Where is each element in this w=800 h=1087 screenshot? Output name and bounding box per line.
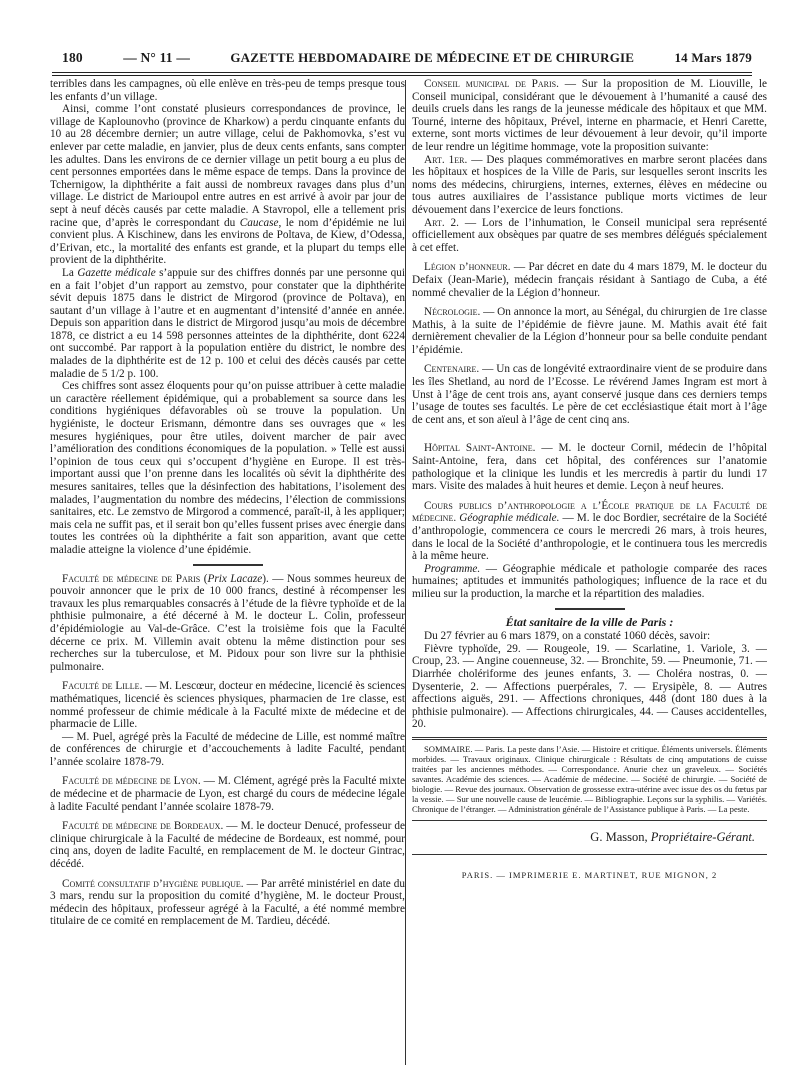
etat-sanitaire-heading: État sanitaire de la ville de Paris : (505, 614, 674, 629)
diphtheria-text: Ainsi, comme l’ont constaté plusieurs correspondances de province, le village de Kaplounovho (province de Kharkow) a perdu cinquante enfants du 10 au 28 décembre dernier; un autre village, celui de Pakhomovka, s’est vu enlever par cette maladie, en janvier, plus de deux cents enfants, sans compter les adultes. Dans les environs de ce dernier village un petit bourg a eu plus de cent personnes emportées dans le même espace de temps. Dans la province de Tchernigow, la diphthérite a fait aussi de nombreux ravages dans plus d’un village. Le district de Marioupol entre autres en est arrivé à avoir par jour de sept à neuf décès causés par cette maladie. A Stavropol, elle a tellement pris racine que, d’après le correspondant du (50, 103, 405, 229)
section-separator (555, 608, 625, 610)
section-separator (193, 564, 263, 566)
header-rule-secondary (52, 75, 752, 76)
programme-text: — Géographie médicale et pathologie comparée des races humaines; aptitudes et immunités pathologiques; influence de la race et du milieu sur la production, la marche et la répartition des maladies. (412, 562, 767, 600)
item-label: Faculté de médecine de Paris (62, 572, 201, 585)
prize-paren-close: ). (262, 572, 269, 585)
issue-number: — N° 11 — (123, 50, 191, 65)
printer-rule (412, 854, 767, 855)
journal-name: Gazette médicale (77, 266, 156, 279)
page-number: 180 (62, 50, 83, 65)
item-text: — M. le docteur Denucé, professeur de clinique chirurgicale à la Faculté de médecine de Bordeaux, est nommé, pour cinq ans, doyen de ladite Faculté, en remplacement de M. le docteur Gintrac, décédé. (50, 820, 405, 871)
gerant-role: Propriétaire-Gérant. (650, 829, 755, 844)
item-label: Centenaire. (424, 363, 480, 376)
item-text: — Par décret en date du 4 mars 1879, M. le docteur du Defaix (Jean-Marie), médecin français résidant à Santiago de Cuba, a été nommé chevalier de la Légion d’honneur. (412, 261, 767, 299)
item-label: Cours publics d’anthropologie a l’École pratique de la Faculté de médecine. (412, 499, 767, 525)
centenaire-item (412, 363, 767, 426)
item-label: Nécrologie. (424, 306, 481, 319)
item-label: Faculté de médecine de Lyon. (62, 775, 201, 788)
printer-imprint: PARIS. — IMPRIMERIE E. MARTINET, RUE MIGNON, 2 (461, 869, 718, 880)
diphtheria-text-end: s’appuie sur des chiffres donnés par une personne qui en a fait l’objet d’un rapport au zemstvo, pour constater que la diphthérite sévit depuis 1875 dans le district de Mirgorod (province de Poltava), en sautant d’un village à l’autre et en augmentant d’intensité d’année en année. Depuis son apparition dans le district de Mirgorod jusqu’au mois de décembre 1878, ce district a eu 14 598 personnes atteintes de la diphthérite, dont 6224 ont succombé. Par rapport à la population entière du district, le nombre des malades de la diphthérite est de 12 p. 100 et celui des décès causés par cette maladie de 5 1/2 p. 100. (50, 266, 405, 380)
sommaire (412, 744, 767, 814)
etat-sanitaire-list: Fièvre typhoïde, 29. — Rougeole, 19. — Scarlatine, 1. Variole, 3. — Croup, 23. — Angine couenneuse, 32. — Bronchite, 59. — Pneumonie, 71. — Diarrhée cholériforme des jeunes enfants, 3. — Choléra nostras, 0. — Dysenterie, 2. — Affections puerpérales, 7. — Erysipèle, 8. — Autres affections aiguës, 291. — Affections chroniques, 448 (dont 180 dues à la phthisie pulmonaire). — Affections chirurgicales, 44. — Causes accidentelles, 20. (412, 642, 767, 731)
sommaire-text: — Paris. La peste dans l’Asie. — Histoire et critique. Éléments universels. Éléments morbides. — Travaux originaux. Clinique chirurgicale : Résultats de cinq amputations de cuisse traitées par les anciennes méthodes. — Correspondance. Anurie chez un graveleux. — Sociétés savantes. Académie des sciences. — Académie de médecine. — Société de chirurgie. — Société de biologie. — Revue des journaux. Observation de grossesse extra-utérine avec issue des os du fœtus par la vessie. — Sur une nouvelle cause de leucémie. — Bibliographie. Leçons sur la syphilis. — Variétés. Chronique de l’étranger. — Administration générale de l’Assistance publique à Paris. — La peste. (412, 743, 767, 814)
item-label: Faculté de Lille. (62, 680, 143, 693)
item-label: Hôpital Saint-Antoine. (424, 442, 536, 455)
gerant-name: G. Masson, (590, 829, 648, 844)
item-text: — On annonce la mort, au Sénégal, du chirurgien de 1re classe Mathis, à la suite de l’épidémie de fièvre jaune. M. Mathis avait été fait dernièrement chevalier de la Légion d’honneur pour sa belle conduite pendant l’épidémie. (412, 306, 767, 356)
header-rule (52, 72, 752, 73)
issue-date: 14 Mars 1879 (674, 50, 752, 65)
item-text: — M. Clément, agrégé près la Faculté mixte de médecine et de pharmacie de Lyon, est chargé du cours de médecine légale à ladite Faculté pendant l’année scolaire 1878-79. (50, 775, 405, 813)
article-text: — Des plaques commémoratives en marbre seront placées dans les hôpitaux et hospices de la Ville de Paris, sur lesquelles seront inscrits les noms des médecins, chirurgiens, internes, externes, élèves en médecine ou tous autres auxiliaires de l’assistance publique morts victimes de leur dévouement dans l’exercice de leurs fonctions. (412, 153, 767, 216)
article-label: Art. 2. (424, 216, 459, 229)
article-label: Art. 1er. (424, 153, 468, 166)
comite-item (50, 878, 405, 928)
faculte-lille-item (50, 680, 405, 730)
prize-name: Prix Lacaze (207, 572, 263, 585)
sommaire-label: SOMMAIRE. (424, 743, 473, 754)
right-column (412, 78, 767, 1068)
diphtheria-text-end: , le nom d’épidémie ne lui convient plus. A Kischinew, dans les environs de Poltava, de Kiew, d’Odessa, d’Erivan, etc., la mortalité des enfants est grande, et la plupart du temps elle provient de la diphthérite. (50, 216, 405, 267)
journal-title: GAZETTE HEBDOMADAIRE DE MÉDECINE ET DE CHIRURGIE (230, 50, 635, 65)
faculte-bordeaux-item (50, 820, 405, 870)
programme-item (412, 563, 767, 601)
item-label: Faculté de médecine de Bordeaux. (62, 820, 224, 833)
etat-sanitaire-intro: Du 27 février au 6 mars 1879, on a constaté 1060 décès, savoir: (424, 630, 711, 643)
gerant-rule (412, 820, 767, 821)
item-label: Comité consultatif d’hygiène publique. (62, 877, 244, 890)
conseil-item (412, 78, 767, 154)
item-text: — Nous sommes heureux de pouvoir annoncer que le prix de 10 000 francs, destiné à récompenser les travaux les plus remarquables consacrés à l’étude de la fièvre typhoïde et de la phthisie pulmonaire, a été décerné à M. le docteur L. Colin, professeur d’épidémiologie au Val-de-Grâce. C’est la troisième fois que la Faculté décerne ce prix. M. Villemin avait obtenu la même distinction pour ses recherches sur la tuberculose, et M. Pidoux pour son livre sur la phthisie pulmonaire. (50, 572, 405, 673)
column-divider (405, 80, 406, 1065)
diphtheria-paragraph-1: terribles dans les campagnes, où elle enlève en très-peu de temps presque tous les enfants d’un village. (50, 78, 405, 103)
item-text: — M. le docteur Cornil, médecin de l’hôpital Saint-Antoine, fera, dans cet hôpital, des conférences sur l’anatomie pathologique et la clinique les lundis et les mercredis à partir du lundi 17 mars. Visite des malades à huit heures et demie. Leçon à neuf heures. (412, 442, 767, 493)
item-label: Conseil municipal de Paris. (424, 78, 559, 90)
item-text: — Sur la proposition de M. Liouville, le Conseil municipal, considérant que le dévouement à l’humanité a causé des deuils cruels dans les rangs de la jeunesse médicale des hôpitaux et que MM. Tourné, interne des hôpitaux, Prével, interne en pharmacie, et Henri Carette, externe, sont morts victimes de leur dévouement à leur devoir, qu’il importe de leur rendre un légitime hommage, vote la proposition suivante: (412, 78, 767, 153)
course-title: Géographie médicale. (459, 512, 560, 525)
hopital-item (412, 442, 767, 492)
conseil-article-2 (412, 217, 767, 255)
sommaire-rule (412, 737, 767, 740)
item-text: — Un cas de longévité extraordinaire vient de se produire dans les îles Shetland, au nord de l’Ecosse. Le révérend James Ingram est mort à Unst à l’âge de cent trois ans, ayant conservé jusque dans ces derniers temps l’usage de toutes ses facultés. Le père de cet ecclésiastique était mort à l’âge de cent ans, et son aïeul à l’âge de cent cinq ans. (412, 363, 767, 426)
prize-paren-open: ( (203, 572, 208, 585)
legion-item (412, 261, 767, 299)
page-header (62, 47, 752, 69)
article-text: — Lors de l’inhumation, le Conseil municipal sera représenté officiellement aux obsèques par quatre de ses membres délégués spécialement à cet effet. (412, 216, 767, 254)
newspaper-name: Caucase (239, 216, 279, 229)
conseil-article-1 (412, 154, 767, 217)
programme-label: Programme. (424, 562, 481, 575)
left-column (50, 78, 405, 1068)
anthropologie-item (412, 500, 767, 563)
gerant-signature (412, 831, 767, 844)
item-text: — Par arrêté ministériel en date du 3 mars, rendu sur la proposition du comité d’hygiène, M. le docteur Proust, médecin des hôpitaux, professeur agrégé à la Faculté, a été nommé membre titulaire de ce comité en remplacement de M. Tardieu, décédé. (50, 877, 405, 928)
diphtheria-paragraph-3 (50, 267, 405, 380)
item-text: — M. Lescœur, docteur en médecine, licencié ès sciences mathématiques, licencié ès sciences physiques, pharmacien de 1re classe, est nommé professeur de chimie médicale à la Faculté mixte de médecine et de pharmacie de Lille. (50, 680, 405, 731)
faculte-lyon-item (50, 775, 405, 813)
diphtheria-paragraph-2 (50, 103, 405, 267)
necrologie-item (412, 306, 767, 356)
faculte-lille-item-2: — M. Puel, agrégé près la Faculté de médecine de Lille, est nommé maître de conférences de chirurgie et d’accouchements à ladite Faculté, pendant l’année scolaire 1878-79. (50, 730, 405, 768)
diphtheria-paragraph-4: Ces chiffres sont assez éloquents pour qu’on puisse attribuer à cette maladie un caractère réellement épidémique, qui a probablement sa source dans les conditions hygiéniques défavorables où se trouve la population. Un hygiéniste, le docteur Erismann, démontre dans ses ouvrages que « les mesures hygiéniques, pour être utiles, doivent marcher de pair avec l’amélioration des conditions économiques de la population. » Telle est aussi l’opinion de tous ceux qui s’occupent d’hygiène en Europe. Il est très-important aussi que l’on prenne dans les localités où sévit la diphthérite des mesures sanitaires, telles que la désinfection des habitations, l’isolement des malades, l’augmentation du nombre des médecins, l’élection de commissions sanitaires, etc. Le zemstvo de Mirgorod a commencé, paraît-il, à les appliquer; mais cela ne suffit pas, et il serait bon qu’elles fussent prises avec énergie dans toutes les contrées où la diphthérite a fait son apparition, avant que cette maladie atteigne la violence d’une épidémie. (50, 380, 405, 556)
faculte-paris-item (50, 573, 405, 674)
diphtheria-text: La (62, 266, 74, 279)
item-label: Légion d’honneur. (424, 261, 511, 274)
item-text: — M. le doc Bordier, secrétaire de la Société d’anthropologie, commencera ce cours le mercredi 26 mars, à trois heures, dans le local de la Société d’anthropologie, et le continuera tous les mercredis à la même heure. (412, 512, 767, 563)
